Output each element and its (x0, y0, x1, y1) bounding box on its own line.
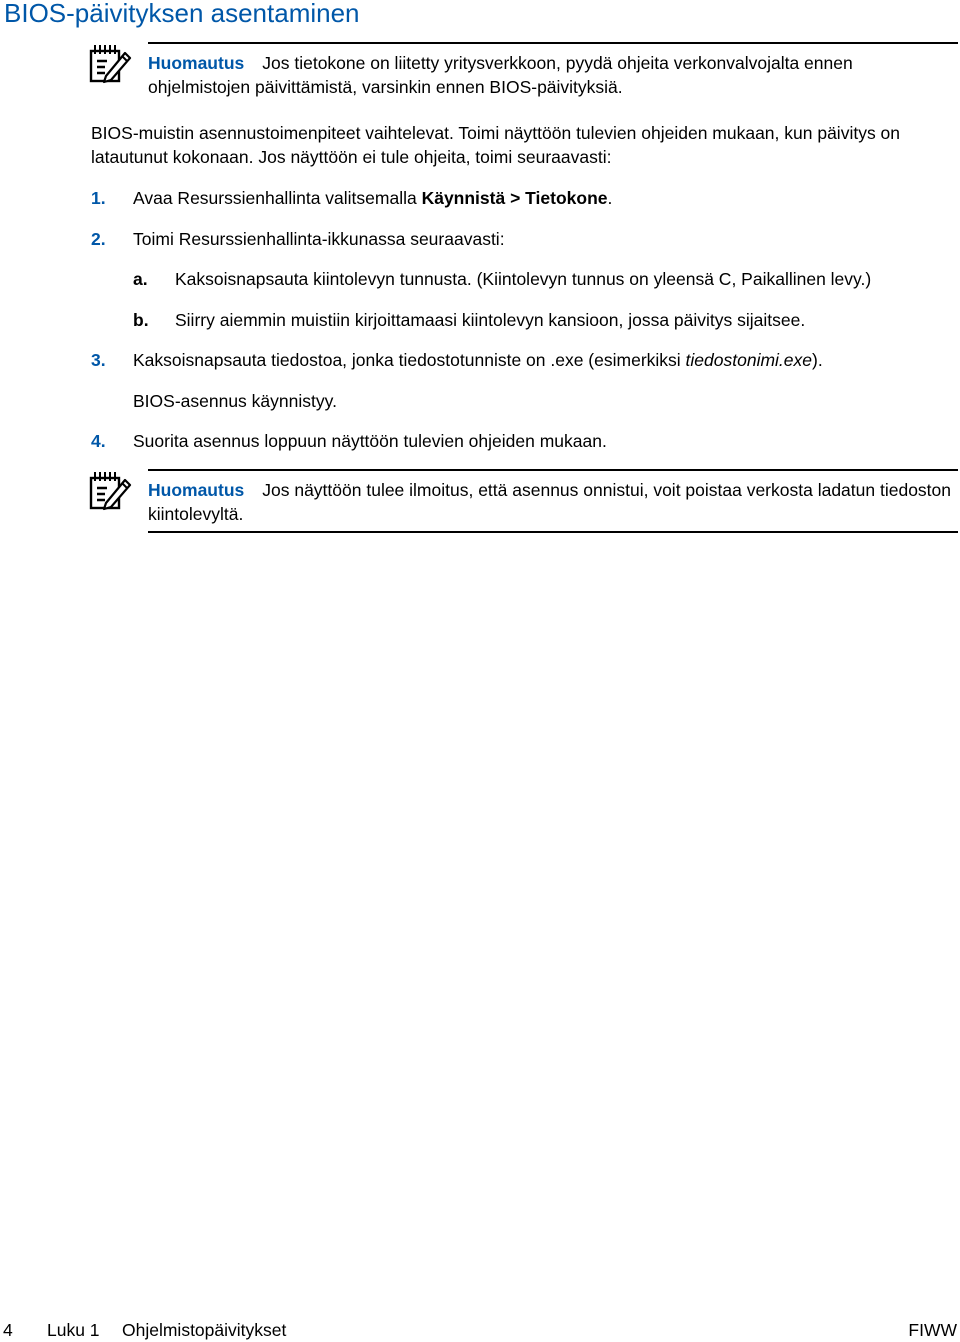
footer-page-number: 4 (3, 1320, 13, 1340)
intro-paragraph: BIOS-muistin asennustoimenpiteet vaihtelevat. Toimi näyttöön tulevien ohjeiden mukaan, kun päivitys on latautunut kokonaan. Jos näyttöön ei tule ohjeita, toimi seuraavasti: (91, 123, 901, 167)
substep-text: Siirry aiemmin muistiin kirjoittamaasi kiintolevyn kansioon, jossa päivitys sijaitsee. (175, 310, 806, 330)
footer-doc-code: FIWW (908, 1320, 957, 1340)
example-filename: tiedostonimi.exe (685, 350, 813, 370)
step-text: Avaa Resurssienhallinta valitsemalla Käynnistä > Tietokone. (133, 188, 613, 208)
step-text: Toimi Resurssienhallinta-ikkunassa seuraavasti: (133, 229, 505, 249)
substep-letter: a. (133, 269, 148, 289)
note-text (148, 478, 952, 526)
note-top-rule (148, 469, 958, 471)
note-body: Jos tietokone on liitetty yritysverkkoon, pyydä ohjeita verkonvalvojalta ennen ohjelmistojen päivittämistä, varsinkin ennen BIOS-päivityksiä. (148, 53, 853, 97)
note-bottom-rule (148, 531, 958, 533)
footer-chapter: Luku 1 (47, 1320, 100, 1340)
note-label: Huomautus (148, 480, 245, 500)
step-number: 3. (91, 350, 106, 370)
step-text: Suorita asennus loppuun näyttöön tulevien ohjeiden mukaan. (133, 431, 607, 451)
page-title: BIOS-päivityksen asentaminen (4, 0, 360, 28)
substep-letter: b. (133, 310, 149, 330)
step-text: Kaksoisnapsauta tiedostoa, jonka tiedostotunniste on .exe (esimerkiksi tiedostonimi.exe). (133, 350, 823, 370)
step-3-result: BIOS-asennus käynnistyy. (133, 391, 337, 411)
menu-path: Käynnistä > Tietokone (421, 188, 608, 208)
note-box (88, 42, 958, 102)
note-pencil-icon (88, 469, 132, 511)
step-number: 1. (91, 188, 106, 208)
step-number: 4. (91, 431, 106, 451)
note-top-rule (148, 42, 958, 44)
step-number: 2. (91, 229, 106, 249)
substep-text: Kaksoisnapsauta kiintolevyn tunnusta. (Kiintolevyn tunnus on yleensä C, Paikallinen levy.) (175, 269, 872, 289)
note-pencil-icon (88, 42, 132, 84)
note-box (88, 469, 958, 535)
note-body: Jos näyttöön tulee ilmoitus, että asennus onnistui, voit poistaa verkosta ladatun tiedoston kiintolevyltä. (148, 480, 952, 524)
note-text (148, 51, 952, 99)
note-label: Huomautus (148, 53, 245, 73)
footer-chapter-title: Ohjelmistopäivitykset (122, 1320, 287, 1340)
